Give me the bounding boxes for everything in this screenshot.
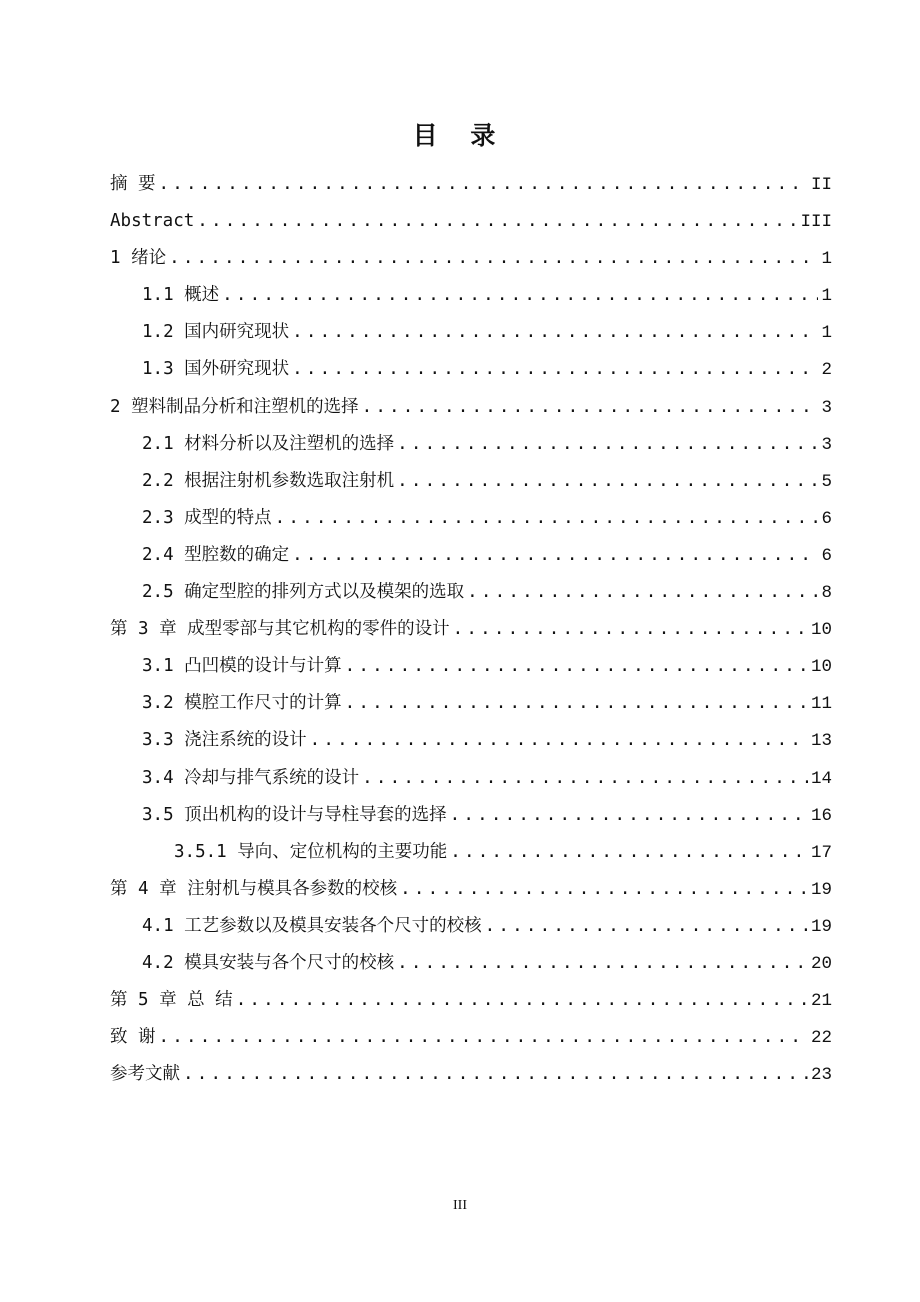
toc-entry-label: Abstract [110,211,195,232]
toc-entry-label: 3.1 凸凹模的设计与计算 [142,656,342,677]
toc-entry-page: 3 [821,397,832,418]
toc-entry-label: 2.3 成型的特点 [142,507,272,528]
toc-entry[interactable] [110,611,832,648]
toc-entry-page: 11 [810,694,832,715]
toc-leader-dots [159,166,808,203]
toc-leader-dots [467,574,818,611]
toc-entry[interactable] [110,240,832,277]
page-title: 目 录 [412,121,508,150]
toc-entry-page: 13 [810,731,832,752]
toc-entry-page: 19 [810,916,832,937]
toc-entry[interactable] [110,871,832,908]
toc-entry-label: 2.1 材料分析以及注塑机的选择 [142,433,395,454]
toc-leader-dots [345,685,808,722]
toc-entry-label: 3.3 浇注系统的设计 [142,730,307,751]
toc-entry-page: 8 [821,583,832,604]
toc-leader-dots [183,1056,808,1093]
toc-entry-page: II [810,175,832,195]
toc-entry-page: 14 [810,768,832,789]
toc-entry-page: 10 [810,657,832,678]
toc-entry[interactable] [110,203,832,240]
toc-leader-dots [453,611,808,648]
toc-entry-page: 10 [810,620,832,641]
toc-leader-dots [345,648,808,685]
toc-entry-label: 参考文献 [110,1064,180,1085]
toc-entry[interactable] [110,834,832,871]
toc-leader-dots [197,203,797,240]
toc-entry-page: III [800,212,832,233]
toc-entry[interactable] [110,760,832,797]
toc-entry-label: 第 5 章 总 结 [110,990,233,1011]
toc-leader-dots [397,945,808,982]
toc-entry[interactable] [110,537,832,574]
toc-entry-label: 1.3 国外研究现状 [142,359,290,380]
toc-entry[interactable] [110,648,832,685]
toc-entry[interactable] [110,945,832,982]
toc-entry[interactable] [110,722,832,759]
toc-entry-label: 2.2 根据注射机参数选取注射机 [142,470,395,491]
table-of-contents [110,166,832,1093]
toc-leader-dots [397,463,818,500]
toc-entry-label: 第 3 章 成型零部与其它机构的零件的设计 [110,619,450,640]
toc-entry-label: 2.4 型腔数的确定 [142,544,290,565]
toc-entry-page: 2 [821,360,832,381]
toc-entry-label: 1.2 国内研究现状 [142,322,290,343]
toc-entry-page: 19 [810,879,832,900]
toc-entry-label: 4.1 工艺参数以及模具安装各个尺寸的校核 [142,915,482,936]
toc-entry-page: 16 [810,805,832,826]
toc-leader-dots [310,722,808,759]
toc-entry-label: 3.5 顶出机构的设计与导柱导套的选择 [142,804,447,825]
toc-leader-dots [397,426,818,463]
toc-leader-dots [169,240,818,277]
toc-leader-dots [292,351,818,388]
toc-entry[interactable] [110,797,832,834]
toc-entry[interactable] [110,277,832,314]
toc-leader-dots [292,537,818,574]
toc-entry[interactable] [110,1019,832,1056]
toc-leader-dots [292,314,818,351]
toc-leader-dots [450,834,808,871]
toc-leader-dots [159,1019,808,1056]
toc-leader-dots [236,982,808,1019]
toc-leader-dots [362,389,819,426]
page-number: III [453,1198,467,1213]
toc-leader-dots [275,500,819,537]
toc-entry-page: 17 [810,842,832,863]
toc-entry[interactable] [110,500,832,537]
toc-entry[interactable] [110,426,832,463]
toc-leader-dots [400,871,808,908]
toc-entry[interactable] [110,1056,832,1093]
toc-entry-page: 1 [821,249,832,270]
toc-entry[interactable] [110,351,832,388]
toc-leader-dots [222,277,818,314]
toc-entry-label: 1 绪论 [110,248,167,269]
toc-leader-dots [362,760,808,797]
toc-entry[interactable] [110,908,832,945]
toc-entry-label: 摘 要 [110,174,156,194]
toc-entry[interactable] [110,166,832,203]
toc-entry-label: 4.2 模具安装与各个尺寸的校核 [142,952,395,973]
toc-leader-dots [485,908,808,945]
toc-entry-label: 第 4 章 注射机与模具各参数的校核 [110,878,398,899]
toc-leader-dots [450,797,808,834]
toc-entry-page: 22 [810,1028,832,1049]
toc-entry[interactable] [110,314,832,351]
toc-entry-page: 1 [821,323,832,344]
toc-entry-label: 3.4 冷却与排气系统的设计 [142,767,360,788]
toc-entry-label: 2 塑料制品分析和注塑机的选择 [110,396,359,417]
toc-entry[interactable] [110,574,832,611]
toc-entry-page: 23 [810,1065,832,1086]
toc-entry-label: 3.2 模腔工作尺寸的计算 [142,693,342,714]
toc-entry-label: 致 谢 [110,1027,156,1048]
toc-entry-page: 5 [821,471,832,492]
toc-entry-page: 3 [821,434,832,455]
toc-entry-label: 3.5.1 导向、定位机构的主要功能 [174,841,448,862]
toc-entry-page: 1 [821,286,832,307]
toc-entry-label: 1.1 概述 [142,285,220,306]
toc-entry[interactable] [110,685,832,722]
toc-entry-page: 21 [810,991,832,1012]
toc-entry[interactable] [110,463,832,500]
toc-entry-label: 2.5 确定型腔的排列方式以及模架的选取 [142,582,465,603]
toc-entry-page: 6 [821,508,832,529]
toc-entry[interactable] [110,982,832,1019]
toc-entry[interactable] [110,389,832,426]
toc-entry-page: 20 [810,953,832,974]
toc-entry-page: 6 [821,545,832,566]
